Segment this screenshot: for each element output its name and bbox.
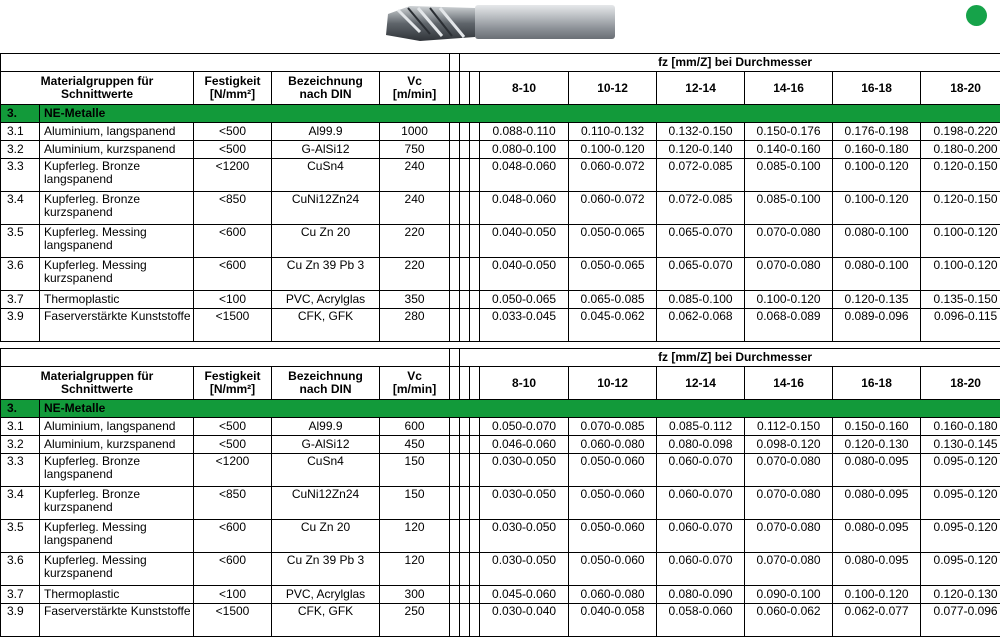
table-body bbox=[1, 123, 1000, 342]
col-material-label: Materialgruppen für Schnittwerte bbox=[40, 369, 154, 396]
fz-value: 0.070-0.080 bbox=[745, 553, 833, 586]
fz-value: 0.060-0.070 bbox=[657, 454, 745, 487]
table-header bbox=[1, 367, 1000, 400]
vc-value: 1000 bbox=[380, 123, 450, 141]
fz-value: 0.070-0.085 bbox=[569, 418, 657, 436]
strength-value: <1500 bbox=[194, 604, 272, 637]
strength-value: <500 bbox=[194, 418, 272, 436]
fz-value: 0.085-0.100 bbox=[745, 159, 833, 192]
col-strength-label: Festigkeit [N/mm²] bbox=[204, 74, 261, 101]
din-designation: G-AlSi12 bbox=[272, 436, 380, 454]
fz-value: 0.089-0.096 bbox=[833, 309, 921, 342]
col-material-label: Materialgruppen für Schnittwerte bbox=[40, 74, 154, 101]
separator bbox=[450, 604, 460, 637]
fz-value: 0.095-0.120 bbox=[921, 520, 1000, 553]
header-spacer bbox=[1, 349, 450, 367]
table-row bbox=[1, 604, 1000, 637]
strength-value: <1500 bbox=[194, 309, 272, 342]
diameter-header: 8-10 bbox=[480, 72, 569, 105]
fz-value: 0.160-0.180 bbox=[921, 418, 1000, 436]
cutting-data-table-1 bbox=[0, 53, 1000, 342]
separator bbox=[470, 604, 480, 637]
fz-value: 0.095-0.120 bbox=[921, 454, 1000, 487]
separator bbox=[460, 72, 470, 105]
fz-value: 0.080-0.095 bbox=[833, 520, 921, 553]
cutting-data-table-2 bbox=[0, 348, 1000, 637]
strength-value: <600 bbox=[194, 520, 272, 553]
fz-value: 0.070-0.080 bbox=[745, 520, 833, 553]
diameter-header: 18-20 bbox=[921, 367, 1000, 400]
table-row bbox=[1, 553, 1000, 586]
separator bbox=[450, 54, 460, 72]
separator bbox=[450, 159, 460, 192]
material-name: Kupferleg. Bronze kurzspanend bbox=[40, 487, 194, 520]
table-row bbox=[1, 141, 1000, 159]
category-row bbox=[1, 105, 1000, 123]
col-material-header bbox=[1, 367, 194, 400]
separator bbox=[460, 309, 470, 342]
row-number: 3.5 bbox=[1, 520, 40, 553]
fz-value: 0.140-0.160 bbox=[745, 141, 833, 159]
separator bbox=[470, 291, 480, 309]
fz-value: 0.100-0.120 bbox=[921, 258, 1000, 291]
din-designation: PVC, Acrylglas bbox=[272, 586, 380, 604]
fz-value: 0.048-0.060 bbox=[480, 192, 569, 225]
fz-value: 0.030-0.050 bbox=[480, 487, 569, 520]
fz-value: 0.060-0.072 bbox=[569, 192, 657, 225]
col-designation-header bbox=[272, 72, 380, 105]
fz-value: 0.070-0.080 bbox=[745, 487, 833, 520]
separator bbox=[460, 291, 470, 309]
row-number: 3.3 bbox=[1, 454, 40, 487]
material-name: Aluminium, langspanend bbox=[40, 418, 194, 436]
vc-value: 250 bbox=[380, 604, 450, 637]
fz-value: 0.046-0.060 bbox=[480, 436, 569, 454]
fz-value: 0.090-0.100 bbox=[745, 586, 833, 604]
separator bbox=[450, 487, 460, 520]
table-header-top bbox=[1, 54, 1000, 72]
fz-value: 0.132-0.150 bbox=[657, 123, 745, 141]
vc-value: 600 bbox=[380, 418, 450, 436]
separator bbox=[470, 141, 480, 159]
fz-value: 0.030-0.040 bbox=[480, 604, 569, 637]
fz-value: 0.072-0.085 bbox=[657, 192, 745, 225]
diameter-header: 12-14 bbox=[657, 367, 745, 400]
fz-value: 0.096-0.115 bbox=[921, 309, 1000, 342]
separator bbox=[450, 123, 460, 141]
vc-value: 220 bbox=[380, 225, 450, 258]
row-number: 3.2 bbox=[1, 141, 40, 159]
fz-value: 0.030-0.050 bbox=[480, 553, 569, 586]
fz-value: 0.030-0.050 bbox=[480, 520, 569, 553]
separator bbox=[460, 436, 470, 454]
separator bbox=[470, 553, 480, 586]
table-row bbox=[1, 487, 1000, 520]
vc-value: 150 bbox=[380, 487, 450, 520]
separator bbox=[450, 520, 460, 553]
col-vc-header bbox=[380, 367, 450, 400]
material-name: Faserverstärkte Kunststoffe bbox=[40, 604, 194, 637]
fz-value: 0.058-0.060 bbox=[657, 604, 745, 637]
din-designation: CuNi12Zn24 bbox=[272, 487, 380, 520]
separator bbox=[470, 159, 480, 192]
fz-value: 0.080-0.098 bbox=[657, 436, 745, 454]
table-row bbox=[1, 123, 1000, 141]
separator bbox=[460, 192, 470, 225]
din-designation: PVC, Acrylglas bbox=[272, 291, 380, 309]
fz-value: 0.040-0.050 bbox=[480, 258, 569, 291]
table-row bbox=[1, 454, 1000, 487]
row-number: 3.2 bbox=[1, 436, 40, 454]
separator bbox=[460, 367, 470, 400]
strength-value: <100 bbox=[194, 291, 272, 309]
fz-title: fz [mm/Z] bei Durchmesser bbox=[460, 54, 1000, 72]
diameter-header: 14-16 bbox=[745, 72, 833, 105]
separator bbox=[450, 454, 460, 487]
fz-value: 0.098-0.120 bbox=[745, 436, 833, 454]
fz-value: 0.040-0.050 bbox=[480, 225, 569, 258]
material-name: Kupferleg. Messing langspanend bbox=[40, 520, 194, 553]
vc-value: 240 bbox=[380, 159, 450, 192]
din-designation: Al99.9 bbox=[272, 123, 380, 141]
material-name: Faserverstärkte Kunststoffe bbox=[40, 309, 194, 342]
strength-value: <500 bbox=[194, 123, 272, 141]
separator bbox=[450, 72, 460, 105]
separator bbox=[460, 225, 470, 258]
fz-title: fz [mm/Z] bei Durchmesser bbox=[460, 349, 1000, 367]
col-strength-header bbox=[194, 72, 272, 105]
separator bbox=[470, 586, 480, 604]
row-number: 3.9 bbox=[1, 309, 40, 342]
fz-value: 0.080-0.095 bbox=[833, 487, 921, 520]
fz-value: 0.030-0.050 bbox=[480, 454, 569, 487]
row-number: 3.4 bbox=[1, 487, 40, 520]
diameter-header: 10-12 bbox=[569, 72, 657, 105]
col-designation-label: Bezeichnung nach DIN bbox=[288, 74, 363, 101]
separator bbox=[450, 309, 460, 342]
separator bbox=[450, 225, 460, 258]
vc-value: 450 bbox=[380, 436, 450, 454]
din-designation: Cu Zn 20 bbox=[272, 225, 380, 258]
separator bbox=[460, 586, 470, 604]
row-number: 3.7 bbox=[1, 291, 40, 309]
din-designation: G-AlSi12 bbox=[272, 141, 380, 159]
col-vc-header bbox=[380, 72, 450, 105]
fz-value: 0.065-0.070 bbox=[657, 225, 745, 258]
separator bbox=[470, 309, 480, 342]
category-label: NE-Metalle bbox=[40, 105, 1000, 123]
fz-value: 0.080-0.090 bbox=[657, 586, 745, 604]
din-designation: Cu Zn 39 Pb 3 bbox=[272, 258, 380, 291]
separator bbox=[450, 141, 460, 159]
fz-value: 0.050-0.060 bbox=[569, 520, 657, 553]
table-header bbox=[1, 72, 1000, 105]
fz-value: 0.060-0.070 bbox=[657, 553, 745, 586]
separator bbox=[450, 436, 460, 454]
diameter-header: 12-14 bbox=[657, 72, 745, 105]
table-body bbox=[1, 418, 1000, 637]
fz-value: 0.060-0.080 bbox=[569, 436, 657, 454]
row-number: 3.1 bbox=[1, 418, 40, 436]
fz-value: 0.120-0.150 bbox=[921, 159, 1000, 192]
table-row bbox=[1, 436, 1000, 454]
fz-value: 0.112-0.150 bbox=[745, 418, 833, 436]
separator bbox=[470, 454, 480, 487]
fz-value: 0.060-0.070 bbox=[657, 487, 745, 520]
material-name: Kupferleg. Messing kurzspanend bbox=[40, 553, 194, 586]
vc-value: 350 bbox=[380, 291, 450, 309]
fz-value: 0.176-0.198 bbox=[833, 123, 921, 141]
fz-value: 0.080-0.100 bbox=[833, 258, 921, 291]
separator bbox=[460, 520, 470, 553]
strength-value: <1200 bbox=[194, 159, 272, 192]
fz-value: 0.095-0.120 bbox=[921, 553, 1000, 586]
table-row bbox=[1, 309, 1000, 342]
category-row bbox=[1, 400, 1000, 418]
fz-value: 0.070-0.080 bbox=[745, 454, 833, 487]
material-name: Kupferleg. Messing kurzspanend bbox=[40, 258, 194, 291]
separator bbox=[470, 418, 480, 436]
row-number: 3.9 bbox=[1, 604, 40, 637]
diameter-header: 10-12 bbox=[569, 367, 657, 400]
vc-value: 120 bbox=[380, 553, 450, 586]
table-row bbox=[1, 192, 1000, 225]
fz-value: 0.100-0.120 bbox=[833, 586, 921, 604]
table-row bbox=[1, 586, 1000, 604]
fz-value: 0.080-0.095 bbox=[833, 454, 921, 487]
fz-value: 0.150-0.160 bbox=[833, 418, 921, 436]
fz-value: 0.060-0.080 bbox=[569, 586, 657, 604]
fz-value: 0.050-0.060 bbox=[569, 487, 657, 520]
vc-value: 240 bbox=[380, 192, 450, 225]
fz-value: 0.080-0.100 bbox=[480, 141, 569, 159]
table-row bbox=[1, 225, 1000, 258]
category-number: 3. bbox=[1, 105, 40, 123]
separator bbox=[460, 141, 470, 159]
diameter-header: 8-10 bbox=[480, 367, 569, 400]
fz-value: 0.110-0.132 bbox=[569, 123, 657, 141]
col-strength-label: Festigkeit [N/mm²] bbox=[204, 369, 261, 396]
separator bbox=[470, 520, 480, 553]
fz-value: 0.100-0.120 bbox=[569, 141, 657, 159]
fz-value: 0.100-0.120 bbox=[745, 291, 833, 309]
separator bbox=[460, 487, 470, 520]
fz-value: 0.085-0.100 bbox=[657, 291, 745, 309]
fz-value: 0.100-0.120 bbox=[921, 225, 1000, 258]
material-name: Thermoplastic bbox=[40, 586, 194, 604]
din-designation: CuSn4 bbox=[272, 454, 380, 487]
fz-value: 0.160-0.180 bbox=[833, 141, 921, 159]
col-designation-header bbox=[272, 367, 380, 400]
category-label: NE-Metalle bbox=[40, 400, 1000, 418]
fz-value: 0.065-0.070 bbox=[657, 258, 745, 291]
fz-value: 0.062-0.077 bbox=[833, 604, 921, 637]
col-vc-label: Vc [m/min] bbox=[392, 369, 437, 396]
fz-value: 0.050-0.065 bbox=[569, 225, 657, 258]
material-name: Kupferleg. Bronze kurzspanend bbox=[40, 192, 194, 225]
separator bbox=[450, 192, 460, 225]
separator bbox=[470, 225, 480, 258]
din-designation: Cu Zn 39 Pb 3 bbox=[272, 553, 380, 586]
material-name: Aluminium, kurzspanend bbox=[40, 436, 194, 454]
table-header-top bbox=[1, 349, 1000, 367]
col-vc-label: Vc [m/min] bbox=[392, 74, 437, 101]
strength-value: <600 bbox=[194, 553, 272, 586]
fz-value: 0.050-0.060 bbox=[569, 454, 657, 487]
fz-value: 0.060-0.070 bbox=[657, 520, 745, 553]
table-row bbox=[1, 258, 1000, 291]
vc-value: 150 bbox=[380, 454, 450, 487]
fz-value: 0.095-0.120 bbox=[921, 487, 1000, 520]
din-designation: CuNi12Zn24 bbox=[272, 192, 380, 225]
din-designation: CFK, GFK bbox=[272, 604, 380, 637]
row-number: 3.6 bbox=[1, 553, 40, 586]
material-name: Aluminium, langspanend bbox=[40, 123, 194, 141]
vc-value: 300 bbox=[380, 586, 450, 604]
separator bbox=[450, 553, 460, 586]
material-name: Kupferleg. Bronze langspanend bbox=[40, 454, 194, 487]
status-dot-icon bbox=[966, 5, 987, 26]
diameter-header: 16-18 bbox=[833, 367, 921, 400]
fz-value: 0.070-0.080 bbox=[745, 225, 833, 258]
diameter-header: 18-20 bbox=[921, 72, 1000, 105]
separator bbox=[450, 291, 460, 309]
din-designation: Cu Zn 20 bbox=[272, 520, 380, 553]
separator bbox=[470, 192, 480, 225]
fz-value: 0.045-0.062 bbox=[569, 309, 657, 342]
fz-value: 0.068-0.089 bbox=[745, 309, 833, 342]
separator bbox=[470, 367, 480, 400]
separator bbox=[450, 258, 460, 291]
separator bbox=[460, 454, 470, 487]
fz-value: 0.048-0.060 bbox=[480, 159, 569, 192]
vc-value: 280 bbox=[380, 309, 450, 342]
col-strength-header bbox=[194, 367, 272, 400]
din-designation: CuSn4 bbox=[272, 159, 380, 192]
row-number: 3.6 bbox=[1, 258, 40, 291]
header-area bbox=[0, 0, 1000, 53]
table-row bbox=[1, 520, 1000, 553]
fz-value: 0.085-0.112 bbox=[657, 418, 745, 436]
fz-value: 0.180-0.200 bbox=[921, 141, 1000, 159]
separator bbox=[470, 436, 480, 454]
strength-value: <100 bbox=[194, 586, 272, 604]
table-row bbox=[1, 418, 1000, 436]
separator bbox=[460, 553, 470, 586]
diameter-header: 14-16 bbox=[745, 367, 833, 400]
fz-value: 0.120-0.130 bbox=[921, 586, 1000, 604]
material-name: Thermoplastic bbox=[40, 291, 194, 309]
material-name: Aluminium, kurzspanend bbox=[40, 141, 194, 159]
fz-value: 0.077-0.096 bbox=[921, 604, 1000, 637]
fz-value: 0.070-0.080 bbox=[745, 258, 833, 291]
fz-value: 0.100-0.120 bbox=[833, 159, 921, 192]
fz-value: 0.050-0.065 bbox=[480, 291, 569, 309]
separator bbox=[470, 487, 480, 520]
table-row bbox=[1, 291, 1000, 309]
fz-value: 0.088-0.110 bbox=[480, 123, 569, 141]
row-number: 3.1 bbox=[1, 123, 40, 141]
separator bbox=[470, 258, 480, 291]
col-designation-label: Bezeichnung nach DIN bbox=[288, 369, 363, 396]
separator bbox=[450, 418, 460, 436]
fz-value: 0.080-0.100 bbox=[833, 225, 921, 258]
separator bbox=[450, 367, 460, 400]
fz-value: 0.045-0.060 bbox=[480, 586, 569, 604]
strength-value: <500 bbox=[194, 141, 272, 159]
row-number: 3.4 bbox=[1, 192, 40, 225]
fz-value: 0.050-0.060 bbox=[569, 553, 657, 586]
fz-value: 0.120-0.150 bbox=[921, 192, 1000, 225]
category-number: 3. bbox=[1, 400, 40, 418]
fz-value: 0.040-0.058 bbox=[569, 604, 657, 637]
strength-value: <500 bbox=[194, 436, 272, 454]
strength-value: <600 bbox=[194, 258, 272, 291]
strength-value: <1200 bbox=[194, 454, 272, 487]
fz-value: 0.100-0.120 bbox=[833, 192, 921, 225]
end-mill-tool-image bbox=[380, 2, 620, 44]
fz-value: 0.065-0.085 bbox=[569, 291, 657, 309]
row-number: 3.3 bbox=[1, 159, 40, 192]
row-number: 3.5 bbox=[1, 225, 40, 258]
fz-value: 0.033-0.045 bbox=[480, 309, 569, 342]
fz-value: 0.120-0.135 bbox=[833, 291, 921, 309]
fz-value: 0.050-0.070 bbox=[480, 418, 569, 436]
strength-value: <850 bbox=[194, 192, 272, 225]
separator bbox=[460, 258, 470, 291]
vc-value: 120 bbox=[380, 520, 450, 553]
separator bbox=[470, 123, 480, 141]
vc-value: 220 bbox=[380, 258, 450, 291]
strength-value: <850 bbox=[194, 487, 272, 520]
separator bbox=[460, 123, 470, 141]
separator bbox=[460, 418, 470, 436]
fz-value: 0.198-0.220 bbox=[921, 123, 1000, 141]
fz-value: 0.130-0.145 bbox=[921, 436, 1000, 454]
fz-value: 0.060-0.062 bbox=[745, 604, 833, 637]
material-name: Kupferleg. Messing langspanend bbox=[40, 225, 194, 258]
din-designation: CFK, GFK bbox=[272, 309, 380, 342]
diameter-header: 16-18 bbox=[833, 72, 921, 105]
separator bbox=[450, 586, 460, 604]
fz-value: 0.050-0.065 bbox=[569, 258, 657, 291]
col-material-header bbox=[1, 72, 194, 105]
strength-value: <600 bbox=[194, 225, 272, 258]
material-name: Kupferleg. Bronze langspanend bbox=[40, 159, 194, 192]
fz-value: 0.080-0.095 bbox=[833, 553, 921, 586]
fz-value: 0.060-0.072 bbox=[569, 159, 657, 192]
separator bbox=[460, 159, 470, 192]
separator bbox=[450, 349, 460, 367]
header-spacer bbox=[1, 54, 450, 72]
separator bbox=[470, 72, 480, 105]
fz-value: 0.120-0.130 bbox=[833, 436, 921, 454]
fz-value: 0.120-0.140 bbox=[657, 141, 745, 159]
fz-value: 0.150-0.176 bbox=[745, 123, 833, 141]
din-designation: Al99.9 bbox=[272, 418, 380, 436]
separator bbox=[460, 604, 470, 637]
fz-value: 0.085-0.100 bbox=[745, 192, 833, 225]
row-number: 3.7 bbox=[1, 586, 40, 604]
fz-value: 0.072-0.085 bbox=[657, 159, 745, 192]
fz-value: 0.135-0.150 bbox=[921, 291, 1000, 309]
fz-value: 0.062-0.068 bbox=[657, 309, 745, 342]
table-row bbox=[1, 159, 1000, 192]
vc-value: 750 bbox=[380, 141, 450, 159]
